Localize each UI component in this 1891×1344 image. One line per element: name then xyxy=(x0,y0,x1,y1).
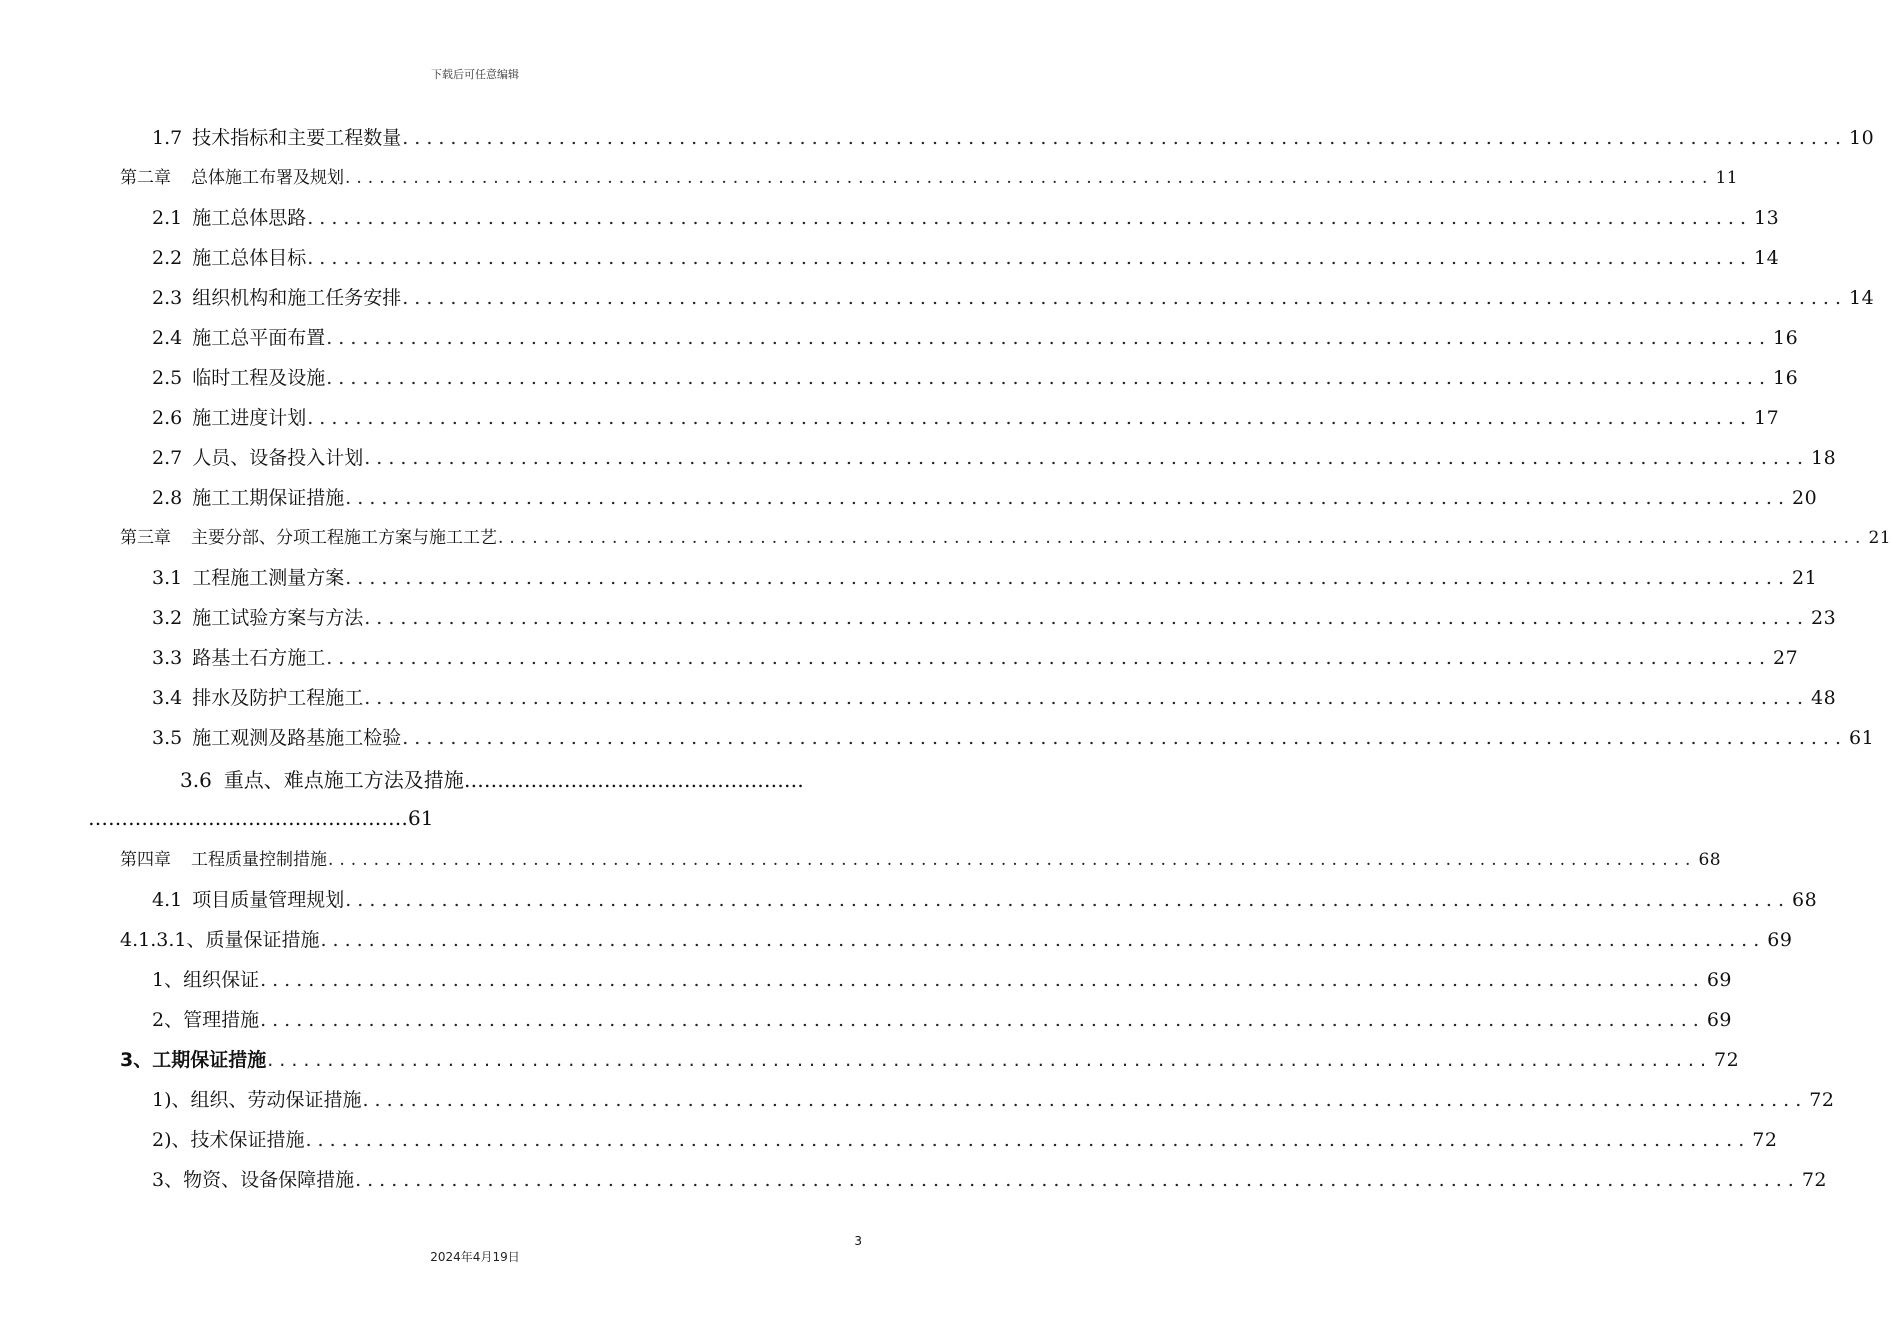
toc-entry-number: 3.3 xyxy=(152,647,183,669)
toc-entry[interactable] xyxy=(120,922,1793,952)
toc-leader-dots: ........................................................................................................................ xyxy=(345,567,1790,589)
toc-leader-dots: ........................................................................................................................ xyxy=(364,447,1809,469)
toc-entry-title: 总体施工布署及规划 xyxy=(191,168,344,188)
toc-leader-dots: ........................................................................................................................ xyxy=(260,1009,1705,1031)
toc-entry-page: 61 xyxy=(1848,727,1875,749)
toc-leader-dots: ………………………………………… xyxy=(88,806,408,830)
toc-chapter-entry[interactable] xyxy=(120,520,1891,550)
toc-entry-number: 3.2 xyxy=(152,607,183,629)
toc-entry-number: 2.2 xyxy=(152,247,183,269)
toc-entry-page: 61 xyxy=(408,806,434,830)
toc-entry[interactable] xyxy=(152,200,1780,230)
toc-entry-title: 工程质量控制措施 xyxy=(191,850,327,870)
toc-entry-page: 72 xyxy=(1713,1049,1740,1071)
toc-entry-page: 69 xyxy=(1767,929,1793,951)
toc-entry-number: 2.3 xyxy=(152,287,183,309)
toc-entry[interactable] xyxy=(152,1082,1835,1112)
toc-entry-page: 14 xyxy=(1753,247,1780,269)
toc-entry[interactable] xyxy=(152,440,1837,470)
toc-entry-number: 2.8 xyxy=(152,487,183,509)
toc-leader-dots: ........................................................................................................................ xyxy=(345,168,1714,188)
toc-entry-title: 路基土石方施工 xyxy=(192,647,326,669)
toc-entry-page: 10 xyxy=(1848,127,1875,149)
toc-entry-number: 第三章 xyxy=(120,528,171,548)
toc-entry[interactable] xyxy=(152,1162,1828,1192)
toc-leader-dots: ........................................................................................................................ xyxy=(307,207,1752,229)
toc-entry-wrapped-continuation xyxy=(88,806,433,830)
toc-entry-page: 72 xyxy=(1752,1129,1778,1151)
toc-entry-number: 2.6 xyxy=(152,407,183,429)
toc-leader-dots: …………………………………………… xyxy=(463,768,804,792)
toc-entry-number: 1.7 xyxy=(152,127,183,149)
toc-entry[interactable] xyxy=(152,480,1818,510)
toc-entry-title: 施工总体目标 xyxy=(192,247,307,269)
page-footer-date: 2024年4月19日 xyxy=(430,1250,520,1264)
toc-entry-title: 项目质量管理规划 xyxy=(192,889,345,911)
toc-entry-title: 重点、难点施工方法及措施 xyxy=(223,768,464,792)
toc-entry-title: 施工试验方案与方法 xyxy=(192,607,364,629)
toc-entry-page: 69 xyxy=(1706,1009,1733,1031)
toc-entry-page: 68 xyxy=(1698,850,1722,870)
toc-entry-title: 3、物资、设备保障措施 xyxy=(152,1169,355,1191)
toc-entry-page: 20 xyxy=(1791,487,1818,509)
toc-entry[interactable] xyxy=(152,640,1799,670)
page-number: 3 xyxy=(854,1234,862,1248)
toc-entry[interactable] xyxy=(152,962,1733,992)
toc-entry-title: 施工观测及路基施工检验 xyxy=(192,727,402,749)
toc-entry-page: 21 xyxy=(1791,567,1818,589)
toc-chapter-entry[interactable] xyxy=(120,160,1739,190)
toc-entry-title: 3、工期保证措施 xyxy=(120,1049,267,1071)
toc-entry-page: 69 xyxy=(1706,969,1733,991)
toc-entry-page: 17 xyxy=(1753,407,1780,429)
toc-entry-title: 人员、设备投入计划 xyxy=(192,447,364,469)
toc-leader-dots: ........................................................................................................................ xyxy=(402,127,1847,149)
toc-entry-title: 2)、技术保证措施 xyxy=(152,1129,305,1151)
toc-leader-dots: ........................................................................................................................ xyxy=(326,327,1771,349)
toc-entry-page: 18 xyxy=(1810,447,1837,469)
toc-leader-dots: ........................................................................................................................ xyxy=(260,969,1705,991)
toc-entry-number: 3.4 xyxy=(152,687,183,709)
toc-chapter-entry[interactable] xyxy=(120,842,1722,872)
toc-entry-wrapped[interactable] xyxy=(180,764,860,793)
toc-entry-page: 27 xyxy=(1772,647,1799,669)
toc-entry-page: 14 xyxy=(1848,287,1875,309)
toc-entry[interactable] xyxy=(152,560,1818,590)
toc-entry-page: 11 xyxy=(1715,168,1739,188)
toc-entry[interactable] xyxy=(152,240,1780,270)
toc-entry[interactable] xyxy=(152,400,1780,430)
toc-leader-dots: ........................................................................................................................ xyxy=(267,1049,1712,1071)
toc-leader-dots: ........................................................................................................................ xyxy=(345,487,1790,509)
toc-entry-page: 48 xyxy=(1810,687,1837,709)
toc-entry-title: 工程施工测量方案 xyxy=(192,567,345,589)
toc-leader-dots: ........................................................................................................................ xyxy=(305,1129,1751,1151)
toc-entry-title: 组织机构和施工任务安排 xyxy=(192,287,402,309)
toc-entry[interactable] xyxy=(152,882,1818,912)
toc-leader-dots: ........................................................................................................................ xyxy=(364,607,1809,629)
toc-entry[interactable] xyxy=(152,360,1799,390)
toc-entry-title: 排水及防护工程施工 xyxy=(192,687,364,709)
toc-entry-number: 第四章 xyxy=(120,850,171,870)
toc-entry-title: 施工总体思路 xyxy=(192,207,307,229)
toc-entry-page: 13 xyxy=(1753,207,1780,229)
toc-entry-number: 2.4 xyxy=(152,327,183,349)
toc-entry-title: 施工总平面布置 xyxy=(192,327,326,349)
toc-entry-number: 3.1 xyxy=(152,567,183,589)
toc-leader-dots: ........................................................................................................................ xyxy=(402,727,1847,749)
toc-entry-title: 施工进度计划 xyxy=(192,407,307,429)
toc-leader-dots: ........................................................................................................................ xyxy=(364,687,1809,709)
toc-entry-number: 3.5 xyxy=(152,727,183,749)
toc-entry-page: 21 xyxy=(1868,528,1891,548)
toc-entry[interactable] xyxy=(152,320,1799,350)
toc-entry-title: 主要分部、分项工程施工方案与施工工艺 xyxy=(191,528,497,548)
toc-entry-page: 68 xyxy=(1791,889,1818,911)
toc-leader-dots: ........................................................................................................................ xyxy=(498,528,1867,548)
toc-leader-dots: ........................................................................................................................ xyxy=(362,1089,1808,1111)
toc-leader-dots: ........................................................................................................................ xyxy=(345,889,1790,911)
toc-entry-page: 23 xyxy=(1810,607,1837,629)
toc-entry-title: 1、组织保证 xyxy=(152,969,260,991)
toc-leader-dots: ........................................................................................................................ xyxy=(320,929,1766,951)
toc-entry[interactable] xyxy=(152,280,1875,310)
toc-entry-title: 1)、组织、劳动保证措施 xyxy=(152,1089,362,1111)
page-header: 下载后可任意编辑 xyxy=(431,68,519,81)
toc-entry[interactable] xyxy=(152,1122,1778,1152)
toc-entry-title: 施工工期保证措施 xyxy=(192,487,345,509)
toc-entry-title: 临时工程及设施 xyxy=(192,367,326,389)
toc-leader-dots: ........................................................................................................................ xyxy=(402,287,1847,309)
toc-entry[interactable] xyxy=(152,120,1875,150)
toc-leader-dots: ........................................................................................................................ xyxy=(355,1169,1800,1191)
toc-entry[interactable] xyxy=(152,720,1875,750)
toc-entry-page: 72 xyxy=(1809,1089,1835,1111)
toc-entry-title: 4.1.3.1、质量保证措施 xyxy=(120,929,320,951)
toc-leader-dots: ........................................................................................................................ xyxy=(307,407,1752,429)
toc-entry-title: 技术指标和主要工程数量 xyxy=(192,127,402,149)
toc-leader-dots: ........................................................................................................................ xyxy=(307,247,1752,269)
toc-entry-number: 4.1 xyxy=(152,889,183,911)
toc-entry[interactable] xyxy=(152,680,1837,710)
toc-entry-title: 2、管理措施 xyxy=(152,1009,260,1031)
toc-entry-bold[interactable] xyxy=(120,1042,1740,1072)
toc-entry-number: 3.6 xyxy=(180,768,212,792)
toc-entry[interactable] xyxy=(152,600,1837,630)
toc-entry-page: 16 xyxy=(1772,327,1799,349)
toc-entry-page: 16 xyxy=(1772,367,1799,389)
toc-leader-dots: ........................................................................................................................ xyxy=(328,850,1697,870)
toc-entry-number: 2.5 xyxy=(152,367,183,389)
toc-entry-page: 72 xyxy=(1801,1169,1828,1191)
toc-entry-number: 2.1 xyxy=(152,207,183,229)
toc-leader-dots: ........................................................................................................................ xyxy=(326,367,1771,389)
toc-entry[interactable] xyxy=(152,1002,1733,1032)
toc-entry-number: 第二章 xyxy=(120,168,171,188)
toc-entry-number: 2.7 xyxy=(152,447,183,469)
toc-leader-dots: ........................................................................................................................ xyxy=(326,647,1771,669)
